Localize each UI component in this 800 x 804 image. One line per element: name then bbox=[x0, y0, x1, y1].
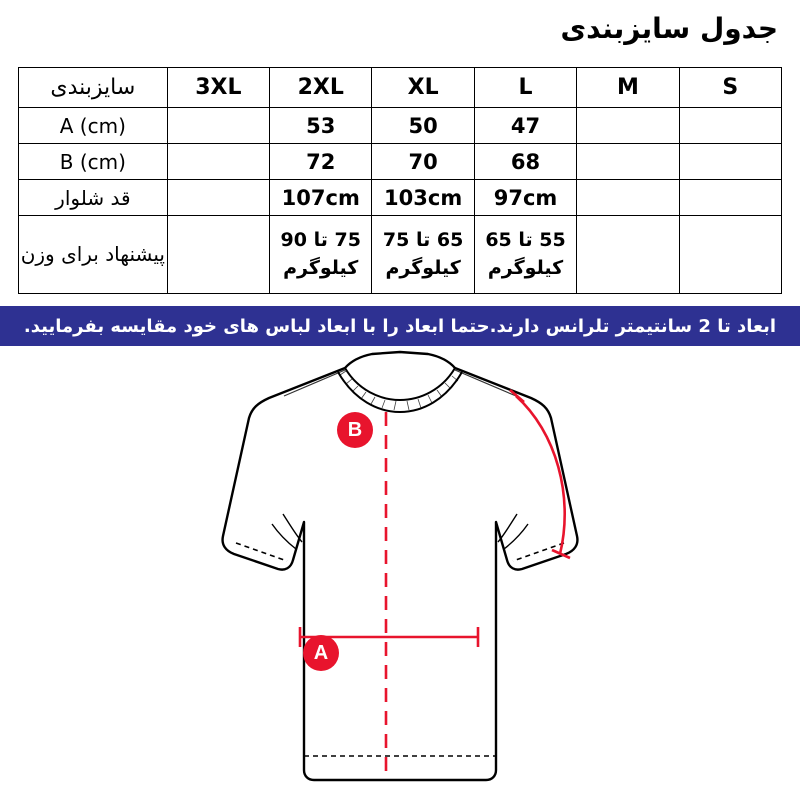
cell-b-3xl bbox=[167, 144, 269, 180]
table-row bbox=[19, 108, 782, 144]
cell-a-l: 47 bbox=[474, 108, 576, 144]
cell-pants-2xl: 107cm bbox=[270, 180, 372, 216]
cell-a-2xl: 53 bbox=[270, 108, 372, 144]
column-header-l: L bbox=[474, 68, 576, 108]
measurement-badge-b: B bbox=[337, 412, 373, 448]
row-label-weight-recommendation: پیشنهاد برای وزن bbox=[19, 216, 168, 294]
cell-b-m bbox=[577, 144, 679, 180]
cell-pants-m bbox=[577, 180, 679, 216]
cell-pants-3xl bbox=[167, 180, 269, 216]
row-label-pants-length: قد شلوار bbox=[19, 180, 168, 216]
row-label-a: A (cm) bbox=[19, 108, 168, 144]
cell-b-s bbox=[679, 144, 781, 180]
table-row bbox=[19, 180, 782, 216]
cell-b-2xl: 72 bbox=[270, 144, 372, 180]
cell-pants-s bbox=[679, 180, 781, 216]
column-header-3xl: 3XL bbox=[167, 68, 269, 108]
tolerance-note-text: ابعاد تا 2 سانتیمتر تلرانس دارند.حتما ابعاد را با ابعاد لباس های خود مقایسه بفرمایید. bbox=[23, 315, 777, 337]
cell-b-xl: 70 bbox=[372, 144, 474, 180]
column-header-2xl: 2XL bbox=[270, 68, 372, 108]
measurement-badge-a: A bbox=[303, 635, 339, 671]
column-header-m: M bbox=[577, 68, 679, 108]
cell-weight-3xl bbox=[167, 216, 269, 294]
column-header-xl: XL bbox=[372, 68, 474, 108]
cell-weight-m bbox=[577, 216, 679, 294]
cell-weight-2xl: 75 تا 90 کیلوگرم bbox=[270, 216, 372, 294]
row-label-header: سایزبندی bbox=[19, 68, 168, 108]
cell-weight-l: 55 تا 65 کیلوگرم bbox=[474, 216, 576, 294]
cell-a-s bbox=[679, 108, 781, 144]
tshirt-svg bbox=[0, 346, 800, 800]
cell-a-3xl bbox=[167, 108, 269, 144]
cell-pants-l: 97cm bbox=[474, 180, 576, 216]
tshirt-diagram bbox=[0, 346, 800, 800]
row-label-b: B (cm) bbox=[19, 144, 168, 180]
size-table bbox=[18, 67, 782, 294]
cell-a-xl: 50 bbox=[372, 108, 474, 144]
page-title: جدول سایزبندی bbox=[560, 12, 778, 45]
tolerance-note-banner bbox=[0, 306, 800, 346]
cell-b-l: 68 bbox=[474, 144, 576, 180]
table-row bbox=[19, 144, 782, 180]
cell-weight-s bbox=[679, 216, 781, 294]
cell-pants-xl: 103cm bbox=[372, 180, 474, 216]
cell-weight-xl: 65 تا 75 کیلوگرم bbox=[372, 216, 474, 294]
table-header-row bbox=[19, 68, 782, 108]
cell-a-m bbox=[577, 108, 679, 144]
table-row bbox=[19, 216, 782, 294]
column-header-s: S bbox=[679, 68, 781, 108]
